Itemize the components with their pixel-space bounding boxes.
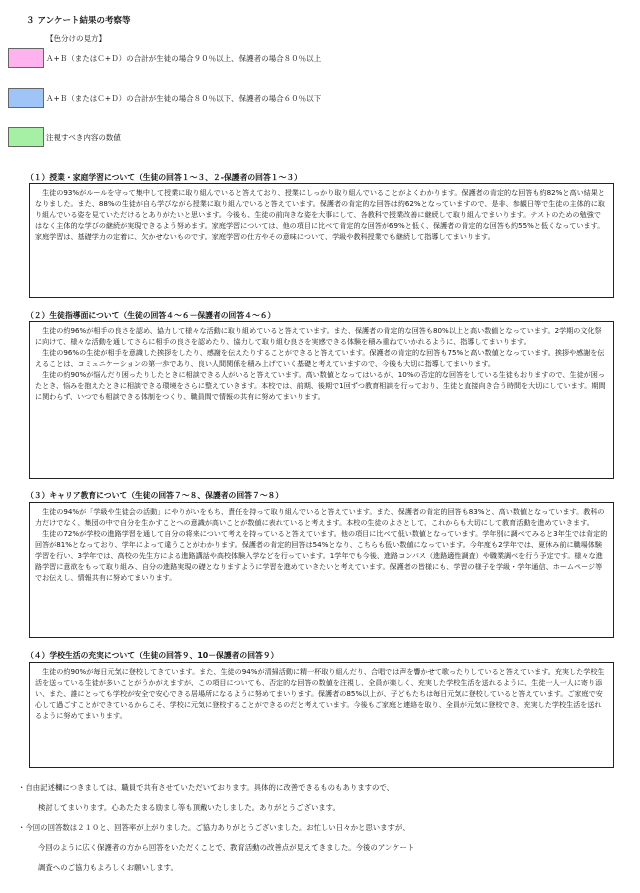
legend-item-blue: [8, 88, 321, 108]
page-heading: ３ アンケート結果の考察等: [26, 16, 131, 26]
legend-text: 注視すべき内容の数値: [46, 132, 121, 142]
section-2-paragraph: 生徒の約96%が相手の良さを認め、協力して様々な活動に取り組めていると答えています。また、保護者の肯定的な回答も80%以上と高い数値となっています。2学期の文化祭に向けて、様々な活動を通してさらに相手の良さを認めたり、協力して取り組む良さを実感できる体験を積み重ねていかれるように、指導してまいります。: [35, 326, 602, 346]
legend-swatch-blue: [8, 88, 44, 108]
section-3-paragraph: 生徒の72%が学校の進路学習を通して自分の将来について考えを持っていると答えています。他の項目に比べて低い数値となっています。学年別に調べてみると3年生では肯定的回答が81%となっており、学年によって違うことがわかります。保護者の肯定的回答は54%となり、こちらも低い数値になっています。今年度も2学年では、夏休み前に職場体験学習を行い、3学年では、高校の先生方による進路講話や高校体験入学などを行っています。1学年でも今後、進路コンパス（進路適性調査）や職業調べを行う予定です。様々な進路学習に意欲をもって取り組み、自分の進路実現の礎となりますように学習を進めていきたいと考えています。保護者の皆様にも、学習の様子を学級・学年通信、ホームページ等でお伝えし、情報共有に努めてまいります。: [35, 529, 608, 582]
section-2-box: [29, 321, 614, 479]
note-line: 今回のように広く保護者の方から回答をいただくことで、教育活動の改善点が見えてきました。今後のアンケート: [38, 843, 415, 852]
section-4-title: （４）学校生活の充実について（生徒の回答９、10－保護者の回答９）: [26, 651, 279, 660]
legend-title: 【色分けの見方】: [46, 34, 106, 43]
section-3-box: [29, 502, 614, 638]
section-3-paragraph: 生徒の94%が「学級や生徒会の活動」にやりがいをもち、責任を持って取り組んでいると答えています。また、保護者の肯定的回答も83%と、高い数値となっています。教科の力だけでなく、集団の中で自分を生かすことへの意識が高いことが数値に表れていると考えます。本校の生徒のよさとして、これからも大切にして教育活動を進めていきます。: [35, 507, 605, 527]
section-2-paragraph: 生徒の96%の生徒が相手を意識した挨拶をしたり、感謝を伝えたりすることができると答えています。保護者の肯定的な回答も75%と高い数値となっています。挨拶や感謝を伝えることは、コミュニケーションの第一歩であり、良い人間関係を積み上げていく基礎と考えていますので、今後も大切に指導してまいります。: [35, 348, 605, 368]
section-4-box: [29, 662, 614, 768]
section-2-title: （２）生徒指導面について（生徒の回答４～６－保護者の回答４～６）: [26, 311, 276, 320]
section-3-title: （３）キャリア教育について（生徒の回答７～８、保護者の回答７～８）: [26, 491, 284, 500]
section-4-paragraph: 生徒の約90%が毎日元気に登校してきています。また、生徒の94%が清掃活動に精一杯取り組んだり、合唱では声を響かせて歌ったりしていると答えています。充実した学校生活を送っている生徒が多いことがうかがえますが、この項目についても、否定的な回答の数値を注視し、全員が楽しく、充実した学校生活を送れるように、生徒一人一人に寄り添い、また、誰にとっても学校が安全で安心できる居場所になるように努めてまいります。保護者の85%以上が、子どもたちは毎日元気に登校していると答えています。ご家庭で安心して過ごすことができているからこそ、学校に元気に登校することができるのだと考えています。今後もご家庭と連絡を取り、全員が元気に登校でき、充実した学校生活を送れるように努めてまいります。: [35, 667, 605, 720]
closing-notes: [18, 778, 618, 878]
section-1-paragraph: 生徒の93%がルールを守って集中して授業に取り組んでいると答えており、授業にしっかり取り組んでいることがよくわかります。保護者の肯定的な回答も約82%と高い結果となりました。また、88%の生徒が自ら学びながら授業に取り組んでいると答えています。保護者の肯定的な回答は約62%となっていますので、是非、参観日等で生徒の主体的に取り組んでいる姿を見ていただけるとありがたいと思います。今後も、生徒の前向きな姿を大事にして、各教科で授業改善に継続して取り組んでまいります。テストのための勉強ではなく主体的な学びの継続が実現できるよう努めます。家庭学習については、他の項目に比べて肯定的な回答が69%と低く、保護者の肯定的な回答も約55%と低くなっています。家庭学習は、基礎学力の定着に、欠かせないものです。家庭学習の仕方やその意味について、学級や教科授業でも継続して指導してまいります。: [35, 188, 605, 241]
legend-text: Ａ+Ｂ（またはＣ+Ｄ）の合計が生徒の場合８０％以下、保護者の場合６０％以下: [46, 93, 322, 103]
legend-swatch-green: [8, 127, 44, 147]
note-line: 調査へのご協力もよろしくお願いします。: [38, 863, 178, 872]
note-line: ・自由記述欄につきましては、職員で共有させていただいております。具体的に改善できるものもありますので、: [18, 783, 395, 792]
legend-item-pink: [8, 48, 321, 68]
section-1-box: [29, 183, 614, 298]
legend-item-green: [8, 127, 121, 147]
legend-text: Ａ+Ｂ（またはＣ+Ｄ）の合計が生徒の場合９０％以上、保護者の場合８０％以上: [46, 53, 322, 63]
note-line: 検討してまいります。心あたたまる励まし等も頂戴いたしました。ありがとうございます。: [38, 803, 340, 812]
legend-swatch-pink: [8, 48, 44, 68]
section-2-paragraph: 生徒の約90%が悩んだり困ったりしたときに相談できる人がいると答えています。高い数値となってはいるが、10%の否定的な回答をしている生徒もおりますので、生徒が困ったとき、悩みを抱えたときに相談できる環境をさらに整えていきます。本校では、前期、後期で1回ずつ教育相談を行っており、生徒と直接向き合う時間を大切にしています。期間に関わらず、いつでも相談できる体制をつくり、職員間で情報の共有に努めてまいります。: [35, 370, 606, 401]
note-line: ・今回の回答数は２１０と、回答率が上がりました。ご協力ありがとうございました。お忙しい日々かと思いますが、: [18, 823, 410, 832]
section-1-title: （１）授業・家庭学習について（生徒の回答１～３、２-保護者の回答１～３）: [26, 173, 302, 182]
